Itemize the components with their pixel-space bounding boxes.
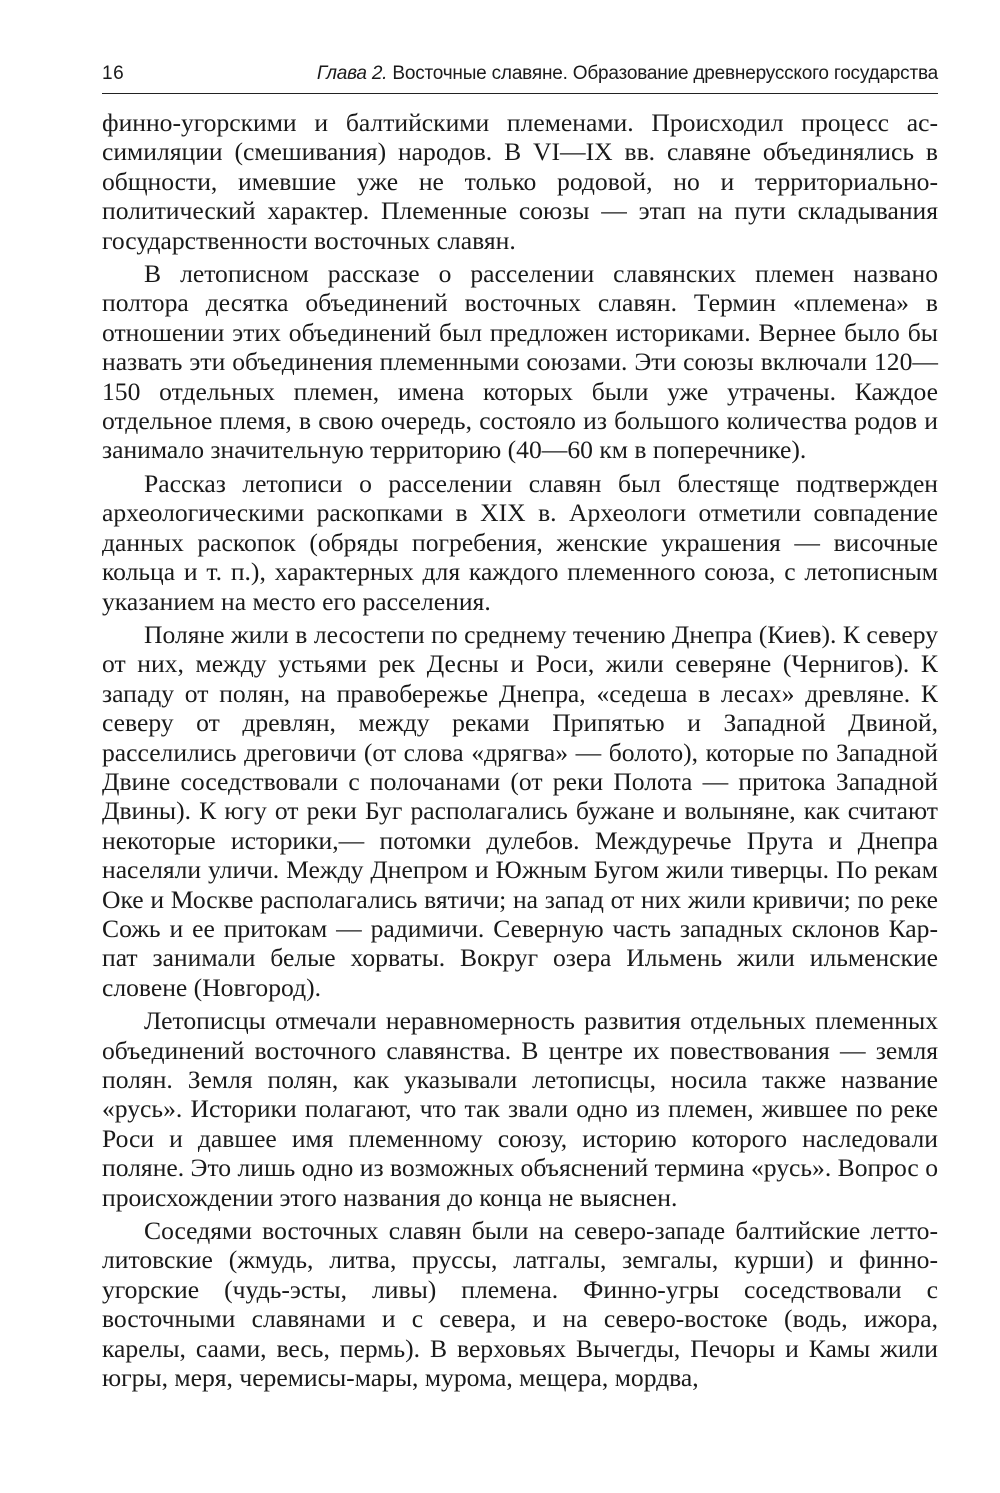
running-header xyxy=(102,62,938,94)
paragraph-tribes-geography: Поляне жили в лесостепи по среднему течению Днепра (Киев). К северу от них, между устьями рек Десны и Роси, жили северяне (Чернигов). К западу от полян, на правобережье Днепра, «седеша в лесах» древляне. К северу от древлян, между реками Припятью и Западной Двиной, расселились дреговичи (от слова «дрягва» — болото), которые по Западной Двине соседствовали с полочанами (от реки Полота — притока Западной Двины). К югу от реки Буг располагались бужане и волыняне, как считают некоторые историки,— потомки дулебов. Междуречье Прута и Днепра населяли уличи. Между Днепром и Южным Бугом жили тиверцы. По рекам Оке и Москве располагались вятичи; на запад от них жили кривичи; по реке Сожь и ее притокам — радимичи. Северную часть западных склонов Карпат занимали белые хорваты. Вокруг озера Ильмень жили ильменские словене (Новгород). xyxy=(102,619,938,1002)
paragraph-archaeology: Рассказ летописи о расселении славян был блестяще подтвержден археологическими раскопками в XIX в. Археологи отметили совпадение данных раскопок (обряды погребения, женские украшения — височные кольца и т. п.), характерных для каждого племенного союза, с летописным указанием на место его расселения. xyxy=(102,468,938,616)
chapter-label: Глава 2. xyxy=(316,63,388,84)
body-text xyxy=(102,108,938,1392)
paragraph-neighbors: Соседями восточных славян были на северо-западе балтийские летто-литовские (жмудь, литва, пруссы, латгалы, земгалы, курши) и финно-угорские (чудь-эсты, ливы) племена. Финно-угры соседствовали с восточными славянами и с севера, и на северо-востоке (водь, ижора, карелы, саами, весь, пермь). В верховьях Вычегды, Печоры и Камы жили югры, меря, черемисы-мары, мурома, мещера, мордва, xyxy=(102,1216,938,1393)
page-number: 16 xyxy=(102,63,125,84)
chapter-heading xyxy=(317,62,938,86)
paragraph-chronicle-story: В летописном рассказе о расселении славянских племен названо полтора десятка объединений восточных славян. Термин «племена» в отношении этих объединений был предложен историками. Вернее было бы назвать эти объединения племенными союзами. Эти союзы включали 120—150 отдельных племен, имена которых были уже утрачены. Каждое отдельное племя, в свою очередь, состояло из большого количества родов и занимало значительную территорию (40—60 км в поперечнике). xyxy=(102,259,938,465)
paragraph-continued: финно-угорскими и балтийскими племенами. Происходил процесс ассимиляции (смешивания) народов. В VI—IX вв. славяне объединялись в общности, имевшие уже не только родовой, но и территориально-политический характер. Племенные союзы — этап на пути складывания государственности восточных славян. xyxy=(102,108,938,255)
chapter-title-text: Восточные славяне. Образование древнерусского государства xyxy=(392,63,938,84)
paragraph-chroniclers: Летописцы отмечали неравномерность развития отдельных племенных объединений восточного славянства. В центре их повествования — земля полян. Земля полян, как указывали летописцы, носила также название «русь». Историки полагают, что так звали одно из племен, жившее по реке Роси и давшее имя племенному союзу, историю которого наследовали поляне. Это лишь одно из возможных объяснений термина «русь». Вопрос о происхождении этого названия до конца не выяснен. xyxy=(102,1006,938,1212)
